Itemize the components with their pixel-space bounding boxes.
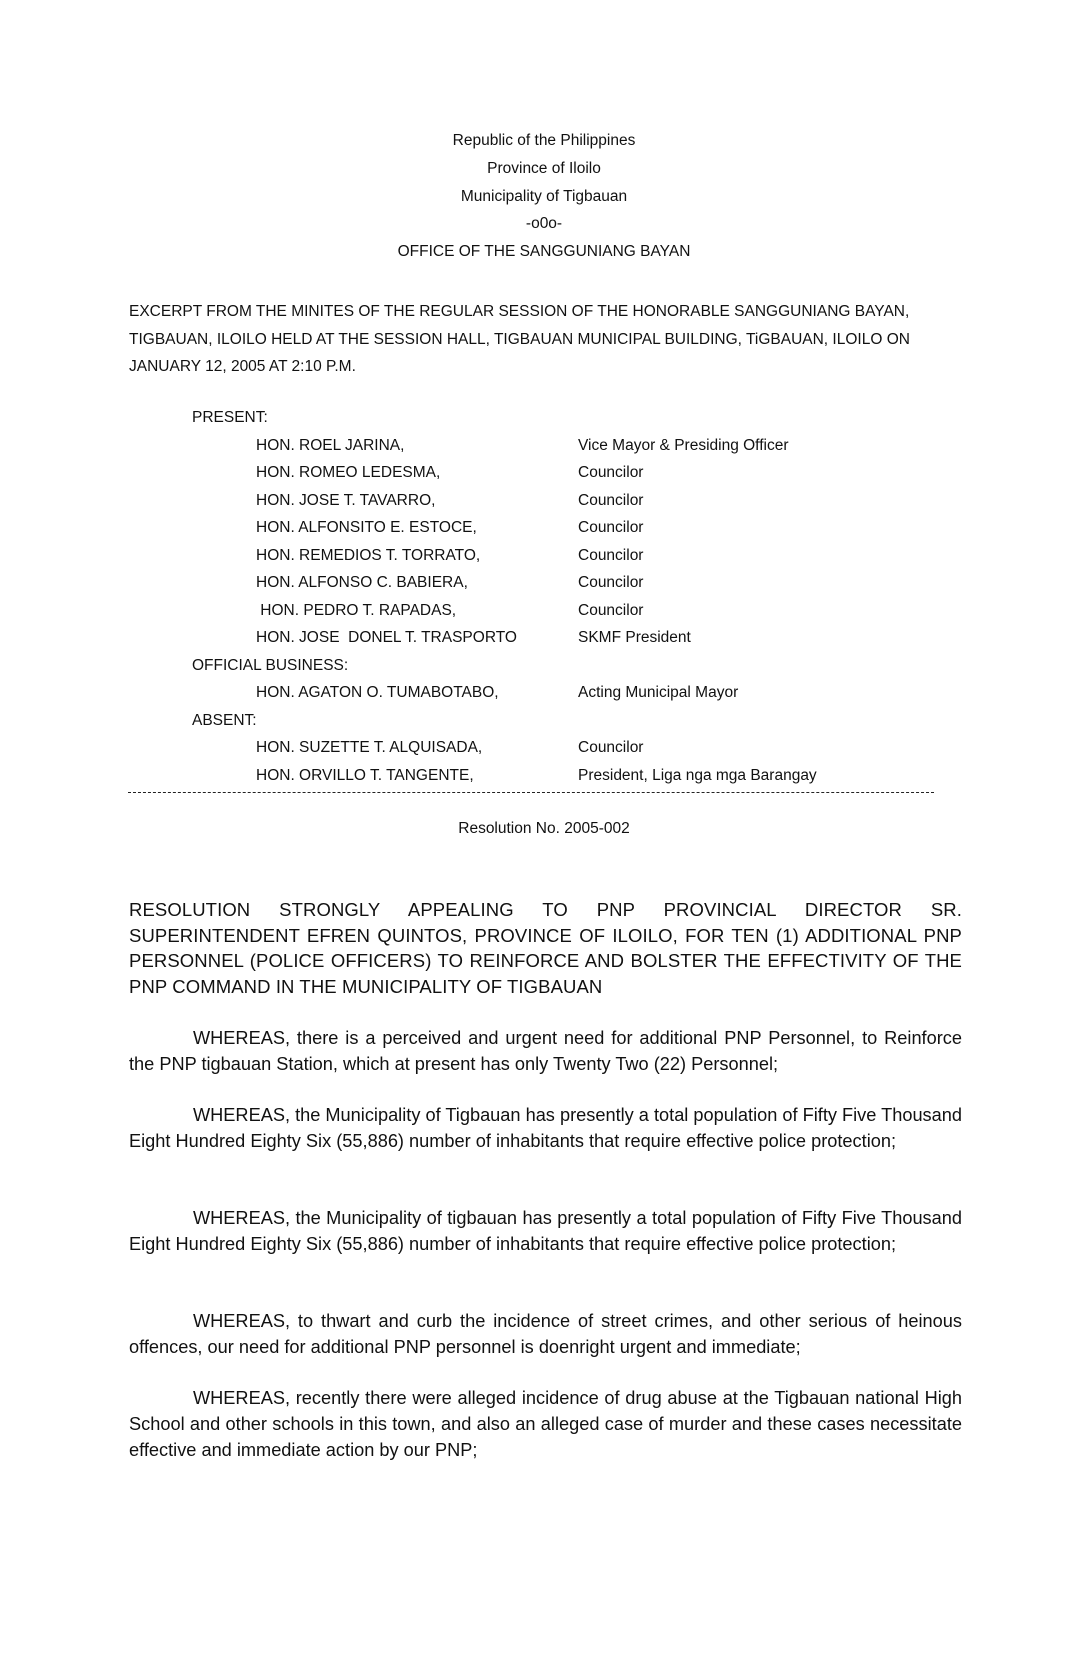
official-business-label: OFFICIAL BUSINESS: [192, 657, 349, 674]
header-office: OFFICE OF THE SANGGUNIANG BAYAN [397, 243, 691, 260]
whereas-paragraph: WHEREAS, recently there were alleged incidence of drug abuse at the Tigbauan national High School and other schools in this town, and also an alleged case of murder and these cases necessitate effective and immediate action by our PNP; [129, 1388, 962, 1460]
attendee-name: HON. AGATON O. TUMABOTABO, [256, 684, 499, 701]
resolution-number: Resolution No. 2005-002 [458, 820, 630, 837]
attendee-position: Councilor [578, 492, 644, 509]
attendee-position: President, Liga nga mga Barangay [578, 767, 817, 784]
attendee-position: Councilor [578, 574, 644, 591]
excerpt-heading: EXCERPT FROM THE MINITES OF THE REGULAR SESSION OF THE HONORABLE SANGGUNIANG BAYAN, TIGBAUAN, ILOILO HELD AT THE SESSION HALL, TIGBAUAN MUNICIPAL BUILDING, TiGBAUAN, ILOILO ON JANUARY 12, 2005 AT 2:10 P.M. [129, 303, 910, 376]
attendee-name: HON. ROMEO LEDESMA, [256, 464, 441, 481]
attendee-position: Vice Mayor & Presiding Officer [578, 437, 789, 454]
header-republic: Republic of the Philippines [452, 132, 636, 149]
present-label: PRESENT: [192, 409, 268, 426]
header-separator: -o0o- [525, 215, 563, 232]
absent-label: ABSENT: [192, 712, 257, 729]
header-province: Province of Iloilo [487, 160, 601, 177]
header-municipality: Municipality of Tigbauan [460, 188, 628, 205]
whereas-paragraph: WHEREAS, to thwart and curb the incidence of street crimes, and other serious of heinous offences, our need for additional PNP personnel is doenright urgent and immediate; [129, 1311, 962, 1357]
attendee-position: Councilor [578, 464, 644, 481]
whereas-paragraph: WHEREAS, the Municipality of Tigbauan has presently a total population of Fifty Five Thousand Eight Hundred Eighty Six (55,886) number of inhabitants that require effective police protection; [129, 1105, 962, 1151]
attendee-name: HON. REMEDIOS T. TORRATO, [256, 547, 481, 564]
attendee-name: HON. ROEL JARINA, [256, 437, 405, 454]
attendee-name: HON. JOSE DONEL T. TRASPORTO [256, 629, 517, 646]
attendee-name: HON. JOSE T. TAVARRO, [256, 492, 436, 509]
attendee-position: Councilor [578, 519, 644, 536]
dashed-divider [128, 792, 934, 793]
attendee-position: Acting Municipal Mayor [578, 684, 739, 701]
whereas-paragraph: WHEREAS, the Municipality of tigbauan has presently a total population of Fifty Five Thousand Eight Hundred Eighty Six (55,886) number of inhabitants that require effective police protection; [129, 1208, 962, 1254]
attendee-name: HON. PEDRO T. RAPADAS, [256, 602, 457, 619]
attendee-name: HON. ALFONSO C. BABIERA, [256, 574, 468, 591]
attendee-name: HON. SUZETTE T. ALQUISADA, [256, 739, 483, 756]
attendee-position: Councilor [578, 739, 644, 756]
attendee-position: Councilor [578, 547, 644, 564]
attendee-name: HON. ALFONSITO E. ESTOCE, [256, 519, 477, 536]
resolution-title: RESOLUTION STRONGLY APPEALING TO PNP PROVINCIAL DIRECTOR SR. SUPERINTENDENT EFREN QUINTOS, PROVINCE OF ILOILO, FOR TEN (1) ADDITIONAL PNP PERSONNEL (POLICE OFFICERS) TO REINFORCE AND BOLSTER THE EFFECTIVITY OF THE PNP COMMAND IN THE MUNICIPALITY OF TIGBAUAN [129, 899, 962, 997]
attendee-position: SKMF President [578, 629, 691, 646]
attendee-name: HON. ORVILLO T. TANGENTE, [256, 767, 474, 784]
whereas-paragraph: WHEREAS, there is a perceived and urgent need for additional PNP Personnel, to Reinforce the PNP tigbauan Station, which at present has only Twenty Two (22) Personnel; [129, 1028, 962, 1074]
attendee-position: Councilor [578, 602, 644, 619]
